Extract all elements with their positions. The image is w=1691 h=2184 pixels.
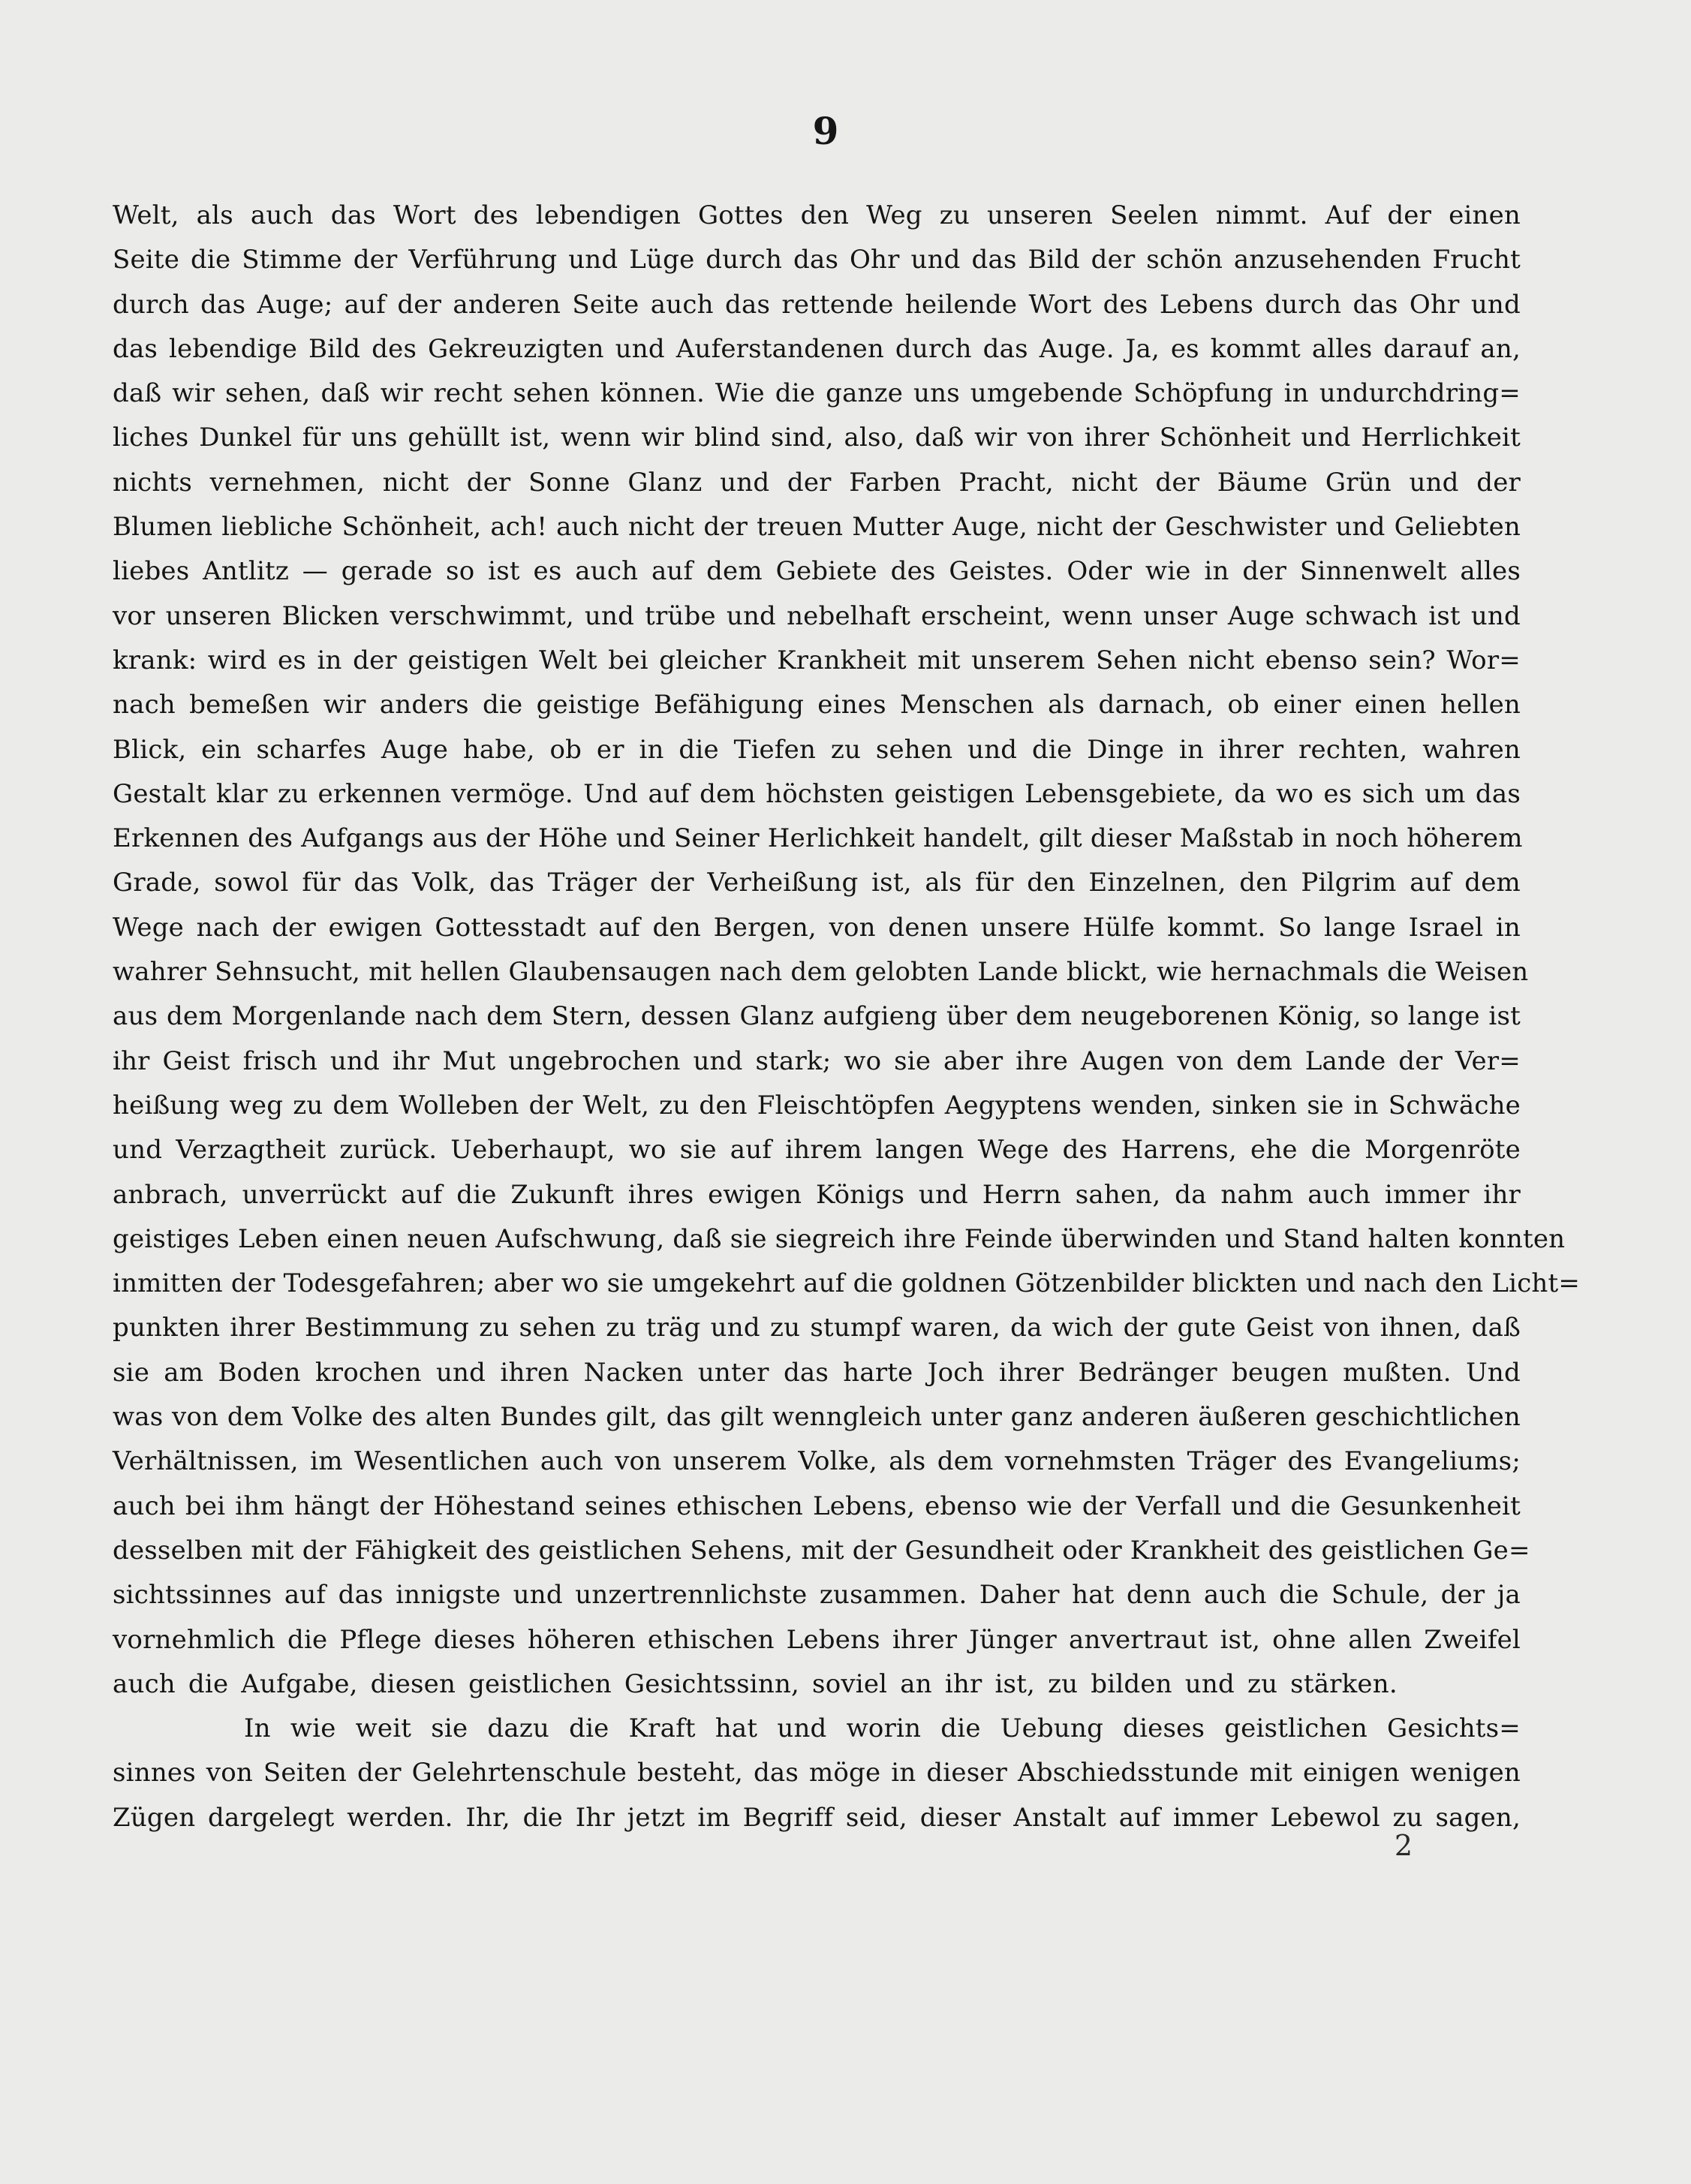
text-line: nichts vernehmen, nicht der Sonne Glanz und der Farben Pracht, nicht der Bäume Grün und der (113, 467, 1521, 498)
text-line: Zügen dargelegt werden. Ihr, die Ihr jetzt im Begriff seid, dieser Anstalt auf immer Lebewol zu sagen, (113, 1802, 1521, 1833)
text-line: inmitten der Todesgefahren; aber wo sie umgekehrt auf die goldnen Götzenbilder blickten und nach den Licht= (113, 1268, 1581, 1299)
text-line: geistiges Leben einen neuen Aufschwung, daß sie siegreich ihre Feinde überwinden und Stand halten konnten (113, 1223, 1566, 1254)
text-line: Erkennen des Aufgangs aus der Höhe und Seiner Herlichkeit handelt, gilt dieser Maßstab in noch höherem (113, 823, 1523, 854)
text-line: krank: wird es in der geistigen Welt bei gleicher Krankheit mit unserem Sehen nicht ebenso sein? Wor= (113, 645, 1521, 675)
text-line: Welt, als auch das Wort des lebendigen Gottes den Weg zu unseren Seelen nimmt. Auf der einen (113, 200, 1521, 230)
text-line: durch das Auge; auf der anderen Seite auch das rettende heilende Wort des Lebens durch das Ohr und (113, 289, 1521, 320)
text-line: vor unseren Blicken verschwimmt, und trübe und nebelhaft erscheint, wenn unser Auge schwach ist und (113, 600, 1521, 631)
text-line: In wie weit sie dazu die Kraft hat und worin die Uebung dieses geistlichen Gesichts= (244, 1713, 1521, 1744)
text-line: Wege nach der ewigen Gottesstadt auf den Bergen, von denen unsere Hülfe kommt. So lange Israel in (113, 912, 1521, 943)
text-line: nach bemeßen wir anders die geistige Befähigung eines Menschen als darnach, ob einer einen hellen (113, 690, 1521, 720)
text-line: und Verzagtheit zurück. Ueberhaupt, wo sie auf ihrem langen Wege des Harrens, ehe die Morgenröte (113, 1135, 1521, 1166)
text-line: liebes Antlitz — gerade so ist es auch auf dem Gebiete des Geistes. Oder wie in der Sinnenwelt alles (113, 556, 1521, 587)
text-line: auch bei ihm hängt der Höhestand seines ethischen Lebens, ebenso wie der Verfall und die Gesunkenheit (113, 1491, 1521, 1521)
text-line: anbrach, unverrückt auf die Zukunft ihres ewigen Königs und Herrn sahen, da nahm auch immer ihr (113, 1179, 1521, 1210)
text-line: Blick, ein scharfes Auge habe, ob er in die Tiefen zu sehen und die Dinge in ihrer rechten, wahren (113, 734, 1521, 765)
text-line: Grade, sowol für das Volk, das Träger der Verheißung ist, als für den Einzelnen, den Pilgrim auf dem (113, 868, 1521, 898)
text-line: was von dem Volke des alten Bundes gilt, das gilt wenngleich unter ganz anderen äußeren geschichtlichen (113, 1402, 1521, 1433)
text-line: auch die Aufgabe, diesen geistlichen Gesichtssinn, soviel an ihr ist, zu bilden und zu stärken. (113, 1668, 1398, 1699)
text-line: sichtssinnes auf das innigste und unzertrennlichste zusammen. Daher hat denn auch die Schule, der ja (113, 1580, 1521, 1611)
page-number: 9 (812, 109, 839, 153)
text-line: wahrer Sehnsucht, mit hellen Glaubensaugen nach dem gelobten Lande blickt, wie hernachmals die Weisen (113, 957, 1529, 988)
text-line: Verhältnissen, im Wesentlichen auch von unserem Volke, als dem vornehmsten Träger des Evangeliums; (113, 1446, 1521, 1477)
text-line: vornehmlich die Pflege dieses höheren ethischen Lebens ihrer Jünger anvertraut ist, ohne allen Zweifel (113, 1624, 1521, 1655)
text-line: heißung weg zu dem Wolleben der Welt, zu den Fleischtöpfen Aegyptens wenden, sinken sie in Schwäche (113, 1090, 1521, 1121)
text-line: ihr Geist frisch und ihr Mut ungebrochen und stark; wo sie aber ihre Augen von dem Lande der Ver= (113, 1045, 1521, 1076)
body-text (113, 194, 1581, 1840)
text-line: aus dem Morgenlande nach dem Stern, dessen Glanz aufgieng über dem neugeborenen König, so lange ist (113, 1001, 1521, 1032)
signature-mark: 2 (1394, 1829, 1413, 1862)
text-line: Seite die Stimme der Verführung und Lüge durch das Ohr und das Bild der schön anzusehenden Frucht (113, 245, 1521, 275)
text-line: liches Dunkel für uns gehüllt ist, wenn wir blind sind, also, daß wir von ihrer Schönheit und Herrlichkeit (113, 423, 1521, 453)
text-line: sinnes von Seiten der Gelehrtenschule besteht, das möge in dieser Abschiedsstunde mit einigen wenigen (113, 1758, 1521, 1788)
text-line: Blumen liebliche Schönheit, ach! auch nicht der treuen Mutter Auge, nicht der Geschwister und Geliebten (113, 512, 1521, 543)
text-line: das lebendige Bild des Gekreuzigten und Auferstandenen durch das Auge. Ja, es kommt alles darauf an, (113, 333, 1521, 364)
text-line: desselben mit der Fähigkeit des geistlichen Sehens, mit der Gesundheit oder Krankheit des geistlichen Ge= (113, 1535, 1530, 1566)
text-line: Gestalt klar zu erkennen vermöge. Und auf dem höchsten geistigen Lebensgebiete, da wo es sich um das (113, 778, 1521, 809)
text-line: daß wir sehen, daß wir recht sehen können. Wie die ganze uns umgebende Schöpfung in undurchdring= (113, 378, 1521, 409)
text-line: sie am Boden krochen und ihren Nacken unter das harte Joch ihrer Bedränger beugen mußten. Und (113, 1357, 1521, 1388)
text-line: punkten ihrer Bestimmung zu sehen zu träg und zu stumpf waren, da wich der gute Geist von ihnen, daß (113, 1313, 1521, 1343)
